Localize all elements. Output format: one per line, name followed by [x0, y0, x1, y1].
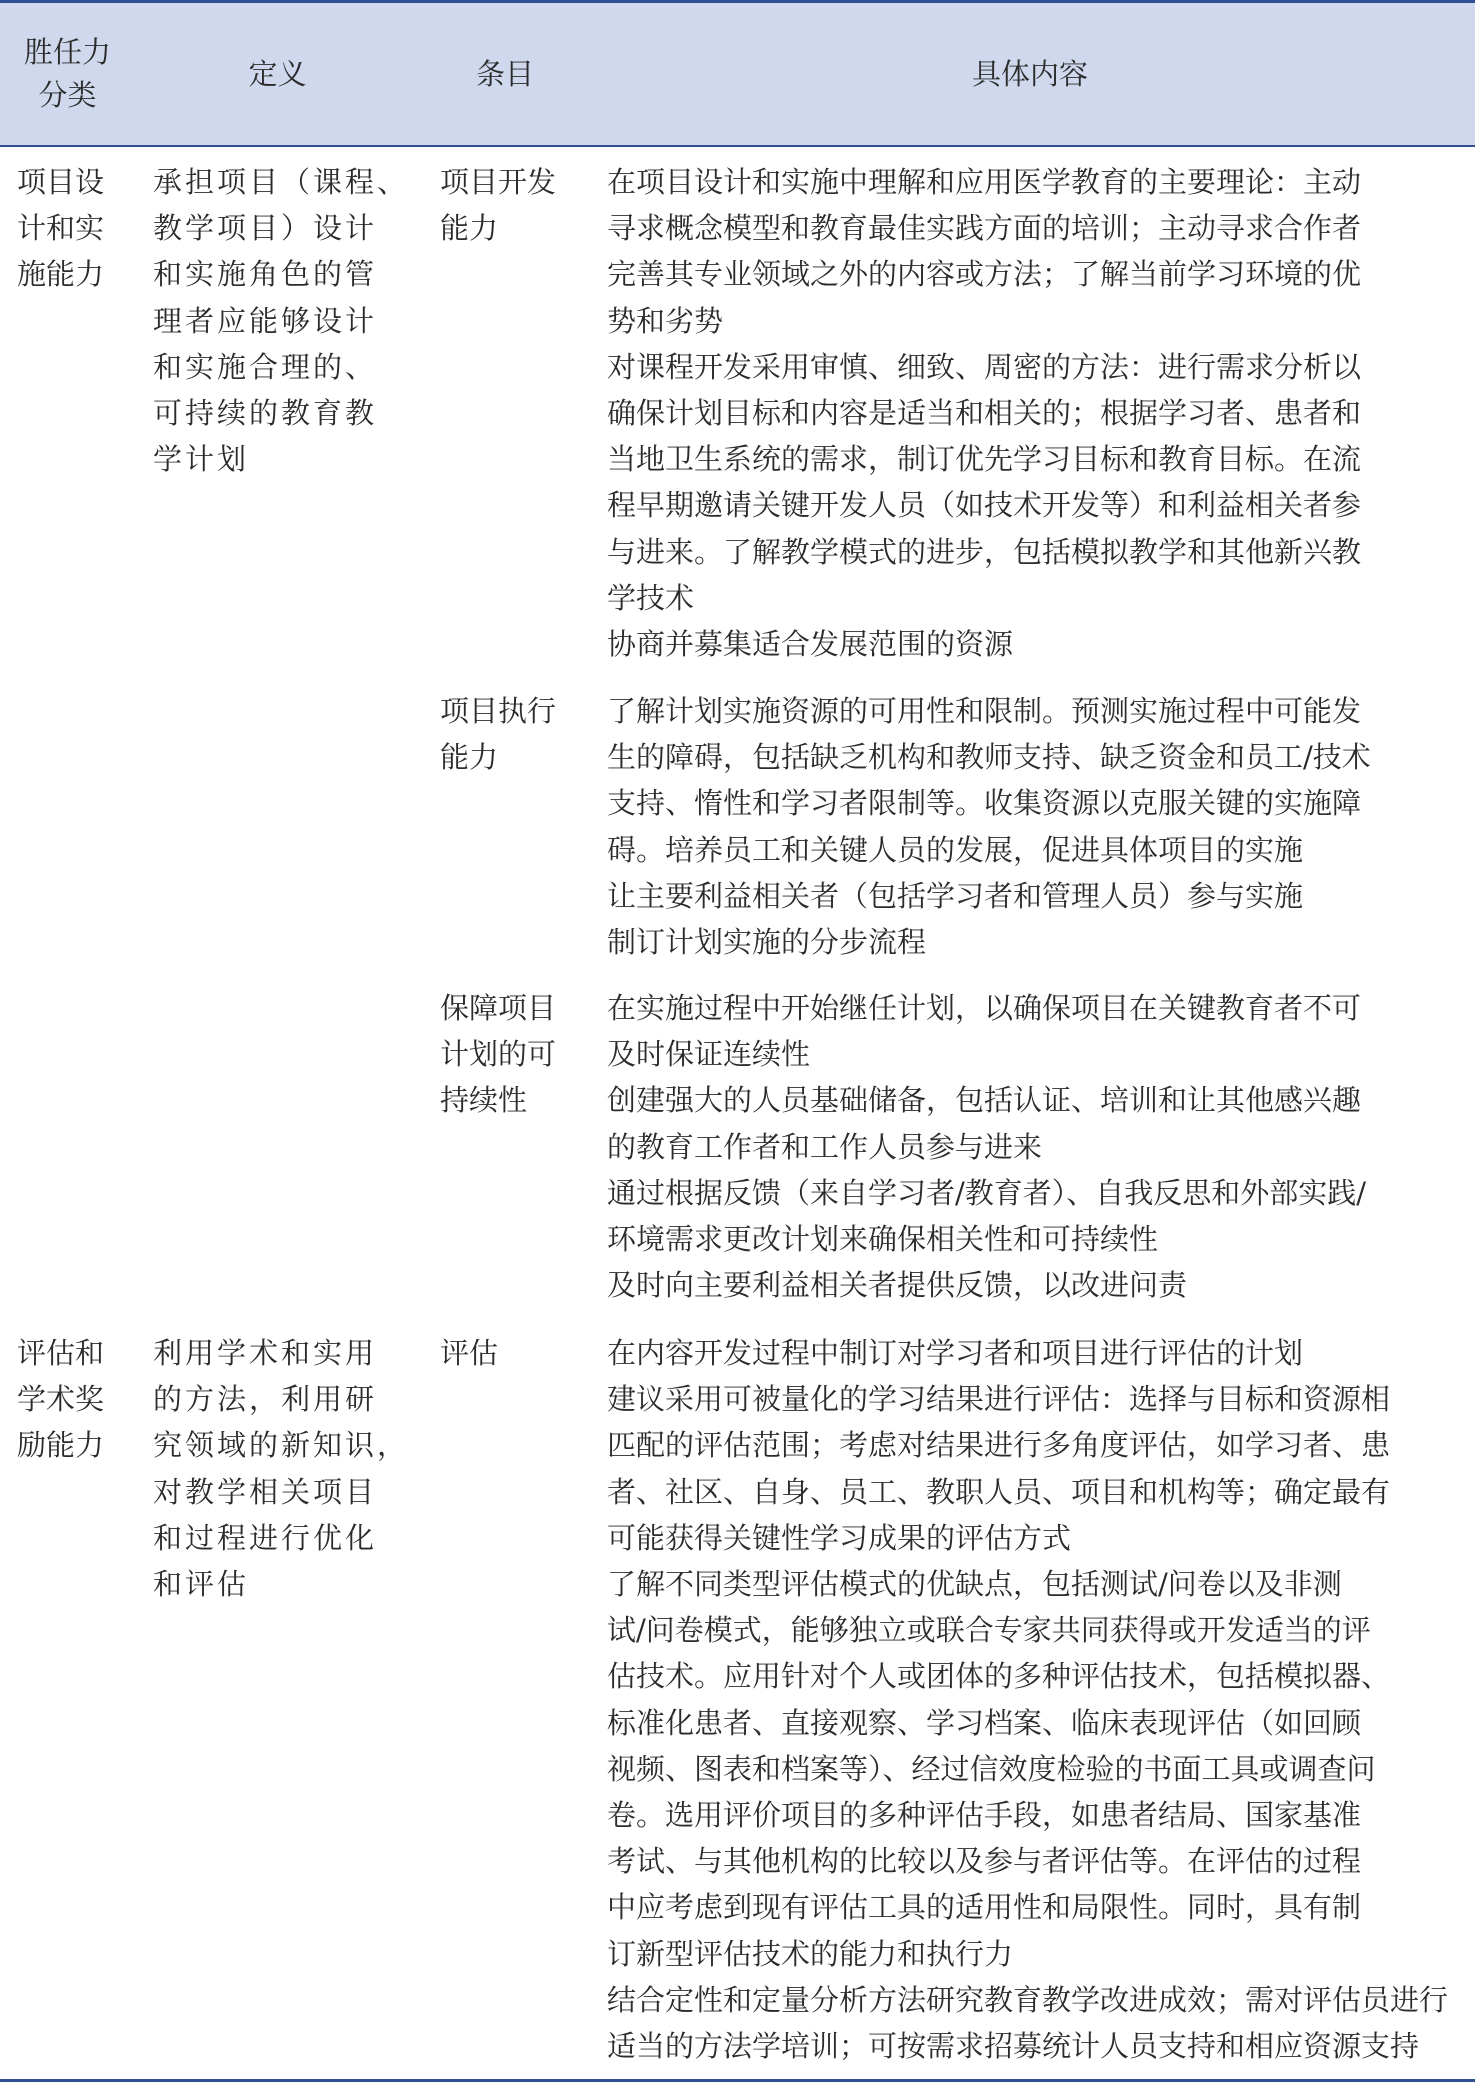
table-header — [0, 3, 1475, 147]
cell-line: 能力 — [440, 740, 499, 775]
cell-line: 承担项目（课程、 — [153, 165, 410, 199]
row-definition — [153, 159, 413, 482]
header-category-line: 分类 — [38, 78, 97, 112]
header-content: 具体内容 — [971, 56, 1088, 91]
content-line: 匹配的评估范围；考虑对结果进行多角度评估，如学习者、患 — [607, 1428, 1391, 1463]
cell-line: 项目设 — [17, 165, 105, 199]
cell-line: 计和实 — [17, 211, 105, 246]
content-line: 协商并募集适合发展范围的资源 — [607, 627, 1014, 662]
cell-line: 和实施合理的、 — [153, 349, 378, 384]
content-line: 适当的方法学培训；可按需求招募统计人员支持和相应资源支持 — [607, 2029, 1420, 2064]
cell-line: 学计划 — [153, 442, 250, 477]
item-content — [607, 688, 1463, 965]
content-line: 对课程开发采用审慎、细致、周密的方法：进行需求分析以 — [607, 349, 1362, 384]
content-line: 通过根据反馈（来自学习者/教育者）、自我反思和外部实践/ — [607, 1175, 1367, 1210]
item-content — [607, 1330, 1463, 2069]
content-line: 势和劣势 — [607, 303, 724, 338]
cell-line: 和评估 — [153, 1567, 250, 1602]
content-line: 订新型评估技术的能力和执行力 — [607, 1936, 1014, 1971]
content-line: 与进来。了解教学模式的进步，包括模拟教学和其他新兴教 — [607, 534, 1362, 569]
content-line: 创建强大的人员基础储备，包括认证、培训和让其他感兴趣 — [607, 1083, 1362, 1118]
content-line: 在内容开发过程中制订对学习者和项目进行评估的计划 — [607, 1336, 1304, 1370]
cell-line: 评估和 — [17, 1336, 105, 1370]
cell-line: 和实施角色的管 — [153, 257, 378, 292]
content-line: 者、社区、自身、员工、教职人员、项目和机构等；确定最有 — [607, 1474, 1391, 1509]
cell-line: 项目执行 — [440, 694, 557, 728]
content-line: 在项目设计和实施中理解和应用医学教育的主要理论：主动 — [607, 165, 1362, 199]
content-line: 及时向主要利益相关者提供反馈，以改进问责 — [607, 1268, 1188, 1303]
header-item: 条目 — [475, 56, 534, 91]
content-line: 建议采用可被量化的学习结果进行评估：选择与目标和资源相 — [607, 1382, 1391, 1417]
row-category — [17, 1330, 117, 1469]
content-line: 碍。培养员工和关键人员的发展，促进具体项目的实施 — [607, 832, 1304, 867]
cell-line: 的方法，利用研 — [153, 1382, 378, 1417]
content-line: 寻求概念模型和教育最佳实践方面的培训；主动寻求合作者 — [607, 211, 1362, 246]
content-line: 估技术。应用针对个人或团体的多种评估技术，包括模拟器、 — [607, 1659, 1391, 1694]
cell-line: 教学项目）设计 — [153, 211, 378, 246]
item-label — [440, 1330, 580, 1376]
cell-line: 持续性 — [440, 1083, 528, 1118]
content-line: 视频、图表和档案等）、经过信效度检验的书面工具或调查问 — [607, 1751, 1376, 1786]
cell-line: 学术奖 — [17, 1382, 105, 1417]
content-line: 学技术 — [607, 580, 695, 615]
header-definition: 定义 — [248, 56, 307, 91]
content-line: 确保计划目标和内容是适当和相关的；根据学习者、患者和 — [607, 396, 1362, 431]
cell-line: 对教学相关项目 — [153, 1474, 378, 1509]
content-line: 制订计划实施的分步流程 — [607, 925, 927, 960]
item-label — [440, 159, 580, 251]
content-line: 支持、惰性和学习者限制等。收集资源以克服关键的实施障 — [607, 786, 1362, 821]
content-line: 及时保证连续性 — [607, 1037, 811, 1072]
content-line: 完善其专业领域之外的内容或方法；了解当前学习环境的优 — [607, 257, 1362, 292]
header-category-line: 胜任力 — [23, 35, 111, 69]
cell-line: 励能力 — [17, 1428, 105, 1463]
cell-line: 可持续的教育教 — [153, 396, 378, 431]
content-line: 程早期邀请关键开发人员（如技术开发等）和利益相关者参 — [607, 488, 1362, 523]
content-line: 的教育工作者和工作人员参与进来 — [607, 1129, 1043, 1164]
cell-line: 理者应能够设计 — [153, 303, 378, 338]
item-label — [440, 688, 580, 780]
content-line: 生的障碍，包括缺乏机构和教师支持、缺乏资金和员工/技术 — [607, 740, 1371, 775]
cell-line: 评估 — [440, 1336, 499, 1370]
cell-line: 能力 — [440, 211, 499, 246]
content-line: 中应考虑到现有评估工具的适用性和局限性。同时，具有制 — [607, 1890, 1362, 1925]
cell-line: 项目开发 — [440, 165, 557, 199]
content-line: 了解不同类型评估模式的优缺点，包括测试/问卷以及非测 — [607, 1567, 1342, 1602]
cell-line: 计划的可 — [440, 1037, 557, 1072]
item-content — [607, 159, 1463, 667]
cell-line: 施能力 — [17, 257, 105, 292]
item-content — [607, 985, 1463, 1308]
table-bottom-rule — [0, 2079, 1475, 2082]
content-line: 试/问卷模式，能够独立或联合专家共同获得或开发适当的评 — [607, 1613, 1371, 1648]
cell-line: 究领域的新知识， — [153, 1428, 410, 1463]
content-line: 标准化患者、直接观察、学习档案、临床表现评估（如回顾 — [607, 1705, 1362, 1740]
content-line: 在实施过程中开始继任计划，以确保项目在关键教育者不可 — [607, 991, 1362, 1025]
content-line: 环境需求更改计划来确保相关性和可持续性 — [607, 1222, 1159, 1257]
content-line: 结合定性和定量分析方法研究教育教学改进成效；需对评估员进行 — [607, 1982, 1449, 2017]
row-definition — [153, 1330, 413, 1607]
content-line: 了解计划实施资源的可用性和限制。预测实施过程中可能发 — [607, 694, 1362, 728]
item-label — [440, 985, 580, 1124]
cell-line: 保障项目 — [440, 991, 557, 1025]
content-line: 让主要利益相关者（包括学习者和管理人员）参与实施 — [607, 878, 1304, 913]
content-line: 可能获得关键性学习成果的评估方式 — [607, 1520, 1072, 1555]
cell-line: 和过程进行优化 — [153, 1520, 378, 1555]
content-line: 当地卫生系统的需求，制订优先学习目标和教育目标。在流 — [607, 442, 1362, 477]
cell-line: 利用学术和实用 — [153, 1336, 378, 1370]
content-line: 卷。选用评价项目的多种评估手段，如患者结局、国家基准 — [607, 1798, 1362, 1833]
header-category — [10, 3, 125, 145]
content-line: 考试、与其他机构的比较以及参与者评估等。在评估的过程 — [607, 1844, 1362, 1879]
row-category — [17, 159, 117, 298]
